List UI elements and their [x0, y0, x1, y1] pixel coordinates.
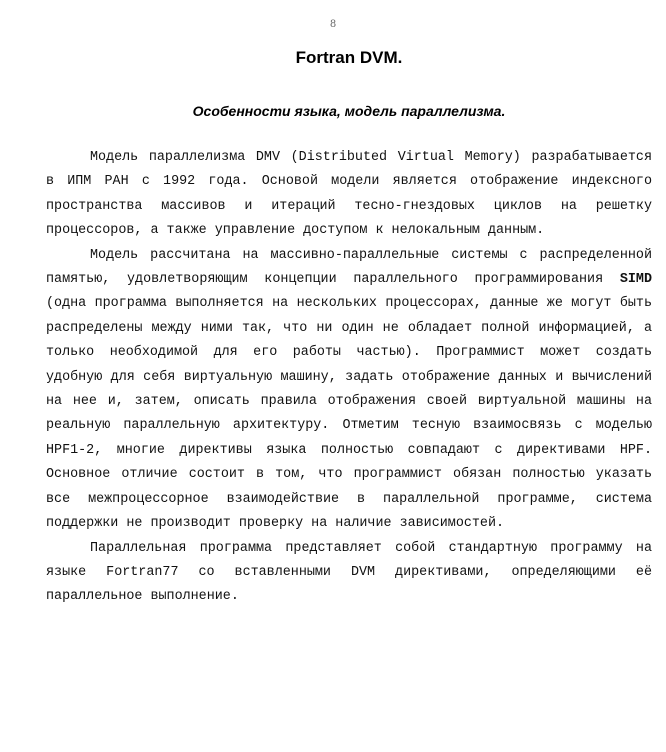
paragraph-program-structure: Параллельная программа представляет собой стандартную программу на языке Fortran77 со вставленными DVM директивами, определяющими её параллельное выполнение.	[46, 540, 652, 605]
paragraph-simd-concept	[46, 244, 652, 537]
simd-term: SIMD	[619, 272, 652, 288]
section-subtitle: Особенности языка, модель параллелизма.	[192, 103, 506, 119]
paragraph-text-start: Модель рассчитана на массивно-параллельные системы с распределенной памятью, удовлетворяющим концепции параллельного программирования	[46, 247, 652, 288]
paragraph-text-rest: (одна программа выполняется на нескольких процессорах, данные же могут быть распределены между ними так, что ни один не обладает полной информацией, а только необходимой для его работы частью). Программист может создать удобную для себя виртуальную машину, задать отображение данных и вычислений на нее и, затем, описать правила отображения своей виртуальной машины на реальную параллельную архитектуру. Отметим тесную взаимосвязь с моделью HPF1-2, многие директивы языка полностью совпадают с директивами HPF. Основное отличие состоит в том, что программист обязан полностью указать все межпроцессорное взаимодействие в параллельной программе, система поддержки не производит проверку на наличие зависимостей.	[46, 296, 652, 532]
page-number: 8	[329, 19, 337, 30]
page-title: Fortran DVM.	[295, 48, 403, 67]
body-text	[46, 146, 652, 610]
paragraph-dvm-model: Модель параллелизма DMV (Distributed Virtual Memory) разрабатывается в ИПМ РАН с 1992 года. Основой модели является отображение индексного пространства массивов и итераций тесно-гнездовых циклов на решетку процессоров, а также управление доступом к нелокальным данным.	[46, 150, 652, 239]
